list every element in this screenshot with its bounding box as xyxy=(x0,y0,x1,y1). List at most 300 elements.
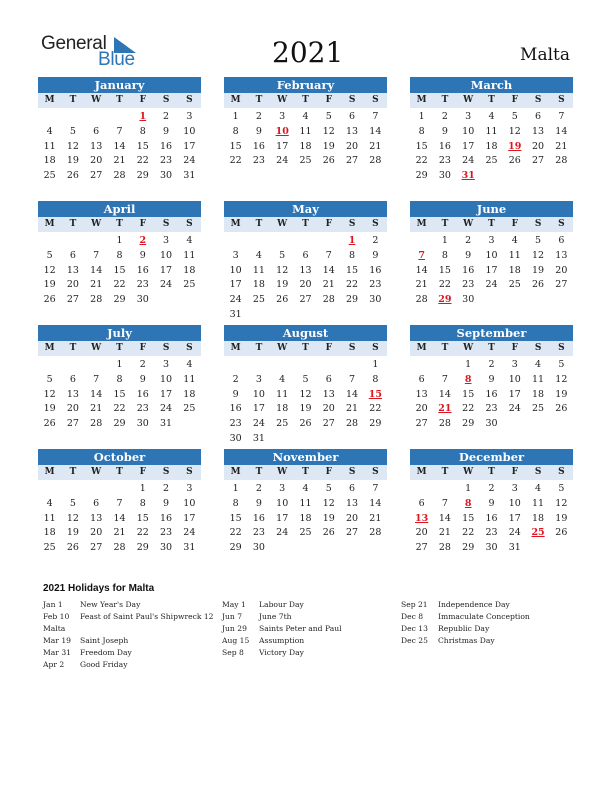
day-grid xyxy=(410,482,573,556)
day-cell: 31 xyxy=(229,308,242,320)
day-cell: 16 xyxy=(136,388,149,400)
holiday-name: Saint Joseph xyxy=(80,636,129,645)
day-cell: 10 xyxy=(462,125,475,137)
month-title: April xyxy=(38,201,201,217)
day-cell: 15 xyxy=(462,388,475,400)
month-april xyxy=(38,201,201,308)
day-cell: 4 xyxy=(46,497,53,509)
day-cell: 3 xyxy=(163,359,170,370)
day-grid xyxy=(38,482,201,556)
weekday-label: M xyxy=(416,219,427,229)
weekday-label: W xyxy=(463,467,474,477)
day-cell: 4 xyxy=(488,111,495,122)
empty-cell xyxy=(433,482,456,497)
day-cell: 9 xyxy=(488,497,495,509)
day-cell: 25 xyxy=(299,155,312,167)
day-cell: 4 xyxy=(255,249,262,261)
empty-cell xyxy=(433,358,456,373)
day-cell: 5 xyxy=(325,483,332,494)
day-cell: 8 xyxy=(441,249,448,261)
weekday-label: T xyxy=(488,467,495,477)
day-cell: 13 xyxy=(90,512,103,524)
day-cell: 11 xyxy=(183,373,196,385)
holiday-day-cell: 21 xyxy=(438,403,452,415)
day-cell: 10 xyxy=(229,264,242,276)
weekday-label: F xyxy=(511,467,518,477)
day-cell: 20 xyxy=(415,527,428,539)
weekday-label: T xyxy=(116,343,123,353)
day-cell: 22 xyxy=(438,279,451,291)
day-cell: 12 xyxy=(299,388,312,400)
holiday-date: Feb 10 xyxy=(43,612,70,621)
weekday-label: W xyxy=(463,219,474,229)
day-cell: 13 xyxy=(322,388,335,400)
day-cell: 17 xyxy=(508,388,521,400)
weekday-header-row xyxy=(224,341,387,356)
day-cell: 16 xyxy=(252,512,265,524)
weekday-label: M xyxy=(230,343,241,353)
weekday-label: T xyxy=(116,467,123,477)
day-cell: 25 xyxy=(43,542,56,554)
weekday-label: W xyxy=(91,219,102,229)
day-cell: 29 xyxy=(369,418,382,430)
empty-cell xyxy=(61,234,84,249)
holiday-name: June 7th xyxy=(259,612,292,621)
day-cell: 29 xyxy=(462,418,475,430)
day-cell: 28 xyxy=(90,418,103,430)
day-cell: 25 xyxy=(183,279,196,291)
weekday-label: S xyxy=(186,467,193,477)
holiday-day-cell: 8 xyxy=(464,497,472,509)
day-cell: 19 xyxy=(532,264,545,276)
month-november xyxy=(224,449,387,556)
day-cell: 5 xyxy=(558,359,565,370)
day-cell: 20 xyxy=(555,264,568,276)
weekday-label: M xyxy=(230,219,241,229)
day-cell: 21 xyxy=(90,279,103,291)
day-cell: 5 xyxy=(302,373,309,385)
day-grid xyxy=(410,234,573,308)
day-cell: 23 xyxy=(229,418,242,430)
weekday-label: S xyxy=(372,95,379,105)
day-cell: 6 xyxy=(93,125,100,137)
day-cell: 26 xyxy=(508,155,521,167)
day-cell: 26 xyxy=(66,170,79,182)
day-cell: 26 xyxy=(532,279,545,291)
day-cell: 30 xyxy=(252,542,265,554)
day-cell: 2 xyxy=(372,235,379,246)
holiday-date: Jun 29 xyxy=(222,624,247,633)
day-cell: 2 xyxy=(465,235,472,246)
day-cell: 12 xyxy=(322,497,335,509)
day-cell: 24 xyxy=(183,155,196,167)
day-cell: 16 xyxy=(485,512,498,524)
day-cell: 5 xyxy=(558,483,565,494)
day-cell: 4 xyxy=(302,483,309,494)
empty-cell xyxy=(410,482,433,497)
weekday-header-row xyxy=(224,217,387,232)
day-cell: 11 xyxy=(43,512,56,524)
day-cell: 28 xyxy=(322,294,335,306)
weekday-label: F xyxy=(325,219,332,229)
holiday-name: Saints Peter and Paul xyxy=(259,624,342,633)
day-cell: 16 xyxy=(369,264,382,276)
month-title: September xyxy=(410,325,573,341)
weekday-label: F xyxy=(139,467,146,477)
day-cell: 8 xyxy=(418,125,425,137)
day-cell: 22 xyxy=(369,403,382,415)
day-cell: 23 xyxy=(252,155,265,167)
day-cell: 18 xyxy=(252,279,265,291)
day-cell: 18 xyxy=(43,155,56,167)
holiday-column xyxy=(43,599,214,671)
weekday-label: S xyxy=(162,467,170,477)
day-cell: 13 xyxy=(346,125,359,137)
holiday-day-cell: 19 xyxy=(508,140,522,152)
day-cell: 26 xyxy=(322,527,335,539)
day-cell: 11 xyxy=(508,249,521,261)
day-cell: 23 xyxy=(485,403,498,415)
day-cell: 28 xyxy=(369,527,382,539)
weekday-label: T xyxy=(69,467,77,477)
day-cell: 3 xyxy=(465,111,472,122)
empty-cell xyxy=(61,482,84,497)
day-cell: 27 xyxy=(90,170,103,182)
day-cell: 27 xyxy=(299,294,312,306)
day-cell: 14 xyxy=(369,497,382,509)
holiday-entry xyxy=(43,611,214,623)
weekday-label: S xyxy=(348,467,356,477)
holiday-date: Dec 25 xyxy=(401,636,428,645)
day-cell: 6 xyxy=(418,373,425,385)
day-cell: 15 xyxy=(438,264,451,276)
month-february xyxy=(224,77,387,169)
holiday-entry xyxy=(43,659,214,671)
day-cell: 9 xyxy=(441,125,448,137)
weekday-label: S xyxy=(186,95,193,105)
day-cell: 26 xyxy=(66,542,79,554)
day-cell: 20 xyxy=(299,279,312,291)
day-cell: 16 xyxy=(252,140,265,152)
day-cell: 6 xyxy=(93,497,100,509)
day-cell: 16 xyxy=(136,264,149,276)
weekday-label: T xyxy=(69,343,77,353)
holiday-name: Good Friday xyxy=(80,660,128,669)
day-cell: 8 xyxy=(232,125,239,137)
day-cell: 24 xyxy=(276,527,289,539)
day-cell: 8 xyxy=(372,373,379,385)
empty-cell xyxy=(294,234,317,249)
country-title: Malta xyxy=(520,45,570,65)
day-cell: 22 xyxy=(415,155,428,167)
day-cell: 12 xyxy=(66,512,79,524)
day-grid xyxy=(38,234,201,308)
day-cell: 4 xyxy=(186,359,193,370)
day-cell: 29 xyxy=(229,542,242,554)
day-cell: 22 xyxy=(229,527,242,539)
day-cell: 5 xyxy=(69,125,76,137)
day-cell: 29 xyxy=(462,542,475,554)
logo-text-blue: Blue xyxy=(98,49,135,70)
holiday-date: Malta xyxy=(43,624,66,633)
day-cell: 1 xyxy=(139,483,146,494)
day-cell: 19 xyxy=(66,527,79,539)
day-grid xyxy=(38,358,201,432)
day-cell: 7 xyxy=(349,373,356,385)
day-cell: 22 xyxy=(136,527,149,539)
empty-cell xyxy=(271,358,294,373)
day-cell: 24 xyxy=(485,279,498,291)
day-cell: 24 xyxy=(508,527,521,539)
month-title: June xyxy=(410,201,573,217)
holiday-date: May 1 xyxy=(222,600,246,609)
day-cell: 11 xyxy=(299,497,312,509)
day-cell: 28 xyxy=(438,418,451,430)
day-cell: 12 xyxy=(66,140,79,152)
day-cell: 5 xyxy=(46,249,53,261)
day-cell: 21 xyxy=(415,279,428,291)
day-cell: 28 xyxy=(369,155,382,167)
day-cell: 3 xyxy=(279,111,286,122)
day-cell: 7 xyxy=(116,125,123,137)
weekday-label: W xyxy=(277,467,288,477)
day-cell: 6 xyxy=(349,483,356,494)
holiday-day-cell: 1 xyxy=(348,235,356,246)
day-cell: 26 xyxy=(555,527,568,539)
day-cell: 10 xyxy=(508,497,521,509)
day-cell: 5 xyxy=(535,235,542,246)
day-cell: 20 xyxy=(66,279,79,291)
holiday-date: Sep 8 xyxy=(222,648,244,657)
day-cell: 26 xyxy=(299,418,312,430)
month-december xyxy=(410,449,573,556)
day-cell: 6 xyxy=(535,111,542,122)
day-cell: 3 xyxy=(163,235,170,246)
holiday-name: New Year's Day xyxy=(80,600,141,609)
month-may xyxy=(224,201,387,323)
holidays-title: 2021 Holidays for Malta xyxy=(43,583,155,594)
day-cell: 16 xyxy=(160,512,173,524)
day-cell: 31 xyxy=(252,432,265,444)
weekday-label: W xyxy=(91,467,102,477)
day-cell: 26 xyxy=(43,294,56,306)
weekday-label: S xyxy=(186,219,193,229)
day-cell: 1 xyxy=(116,359,123,370)
weekday-label: W xyxy=(463,343,474,353)
day-cell: 30 xyxy=(160,170,173,182)
weekday-label: T xyxy=(302,219,309,229)
day-cell: 17 xyxy=(508,512,521,524)
holiday-entry xyxy=(401,599,530,611)
holiday-name: Christmas Day xyxy=(438,636,495,645)
weekday-header-row xyxy=(38,341,201,356)
day-cell: 28 xyxy=(113,170,126,182)
day-cell: 4 xyxy=(535,483,542,494)
day-cell: 15 xyxy=(462,512,475,524)
weekday-label: M xyxy=(416,467,427,477)
day-cell: 17 xyxy=(183,140,196,152)
day-cell: 21 xyxy=(346,403,359,415)
weekday-label: T xyxy=(255,95,263,105)
day-cell: 2 xyxy=(163,111,170,122)
weekday-header-row xyxy=(38,93,201,108)
day-cell: 11 xyxy=(532,497,545,509)
day-cell: 11 xyxy=(485,125,498,137)
day-cell: 13 xyxy=(415,388,428,400)
holiday-day-cell: 10 xyxy=(275,125,289,137)
weekday-label: S xyxy=(162,219,170,229)
holiday-day-cell: 31 xyxy=(461,170,475,182)
day-cell: 25 xyxy=(485,155,498,167)
day-cell: 3 xyxy=(186,111,193,122)
empty-cell xyxy=(108,110,131,125)
weekday-label: T xyxy=(441,219,449,229)
empty-cell xyxy=(85,358,108,373)
day-cell: 25 xyxy=(299,527,312,539)
day-cell: 21 xyxy=(369,140,382,152)
weekday-label: T xyxy=(441,467,449,477)
day-cell: 26 xyxy=(276,294,289,306)
day-cell: 14 xyxy=(415,264,428,276)
day-cell: 23 xyxy=(369,279,382,291)
day-cell: 24 xyxy=(229,294,242,306)
day-cell: 18 xyxy=(299,140,312,152)
day-cell: 17 xyxy=(229,279,242,291)
day-cell: 5 xyxy=(69,497,76,509)
day-cell: 4 xyxy=(535,359,542,370)
day-cell: 5 xyxy=(325,111,332,122)
weekday-label: T xyxy=(116,95,123,105)
month-title: January xyxy=(38,77,201,93)
weekday-label: S xyxy=(558,219,565,229)
day-grid xyxy=(224,110,387,169)
weekday-label: T xyxy=(69,219,77,229)
day-cell: 2 xyxy=(255,483,262,494)
day-cell: 24 xyxy=(160,279,173,291)
day-cell: 14 xyxy=(90,388,103,400)
month-title: March xyxy=(410,77,573,93)
day-cell: 11 xyxy=(252,264,265,276)
holiday-name: Freedom Day xyxy=(80,648,132,657)
day-cell: 9 xyxy=(139,373,146,385)
weekday-label: S xyxy=(534,95,542,105)
day-cell: 8 xyxy=(232,497,239,509)
day-cell: 23 xyxy=(252,527,265,539)
empty-cell xyxy=(224,234,247,249)
day-cell: 5 xyxy=(46,373,53,385)
day-cell: 2 xyxy=(163,483,170,494)
day-cell: 12 xyxy=(508,125,521,137)
weekday-label: F xyxy=(325,343,332,353)
day-cell: 14 xyxy=(438,512,451,524)
day-cell: 23 xyxy=(136,403,149,415)
day-cell: 15 xyxy=(415,140,428,152)
holiday-name: Assumption xyxy=(259,636,305,645)
day-cell: 9 xyxy=(139,249,146,261)
weekday-label: T xyxy=(302,95,309,105)
day-cell: 26 xyxy=(322,155,335,167)
day-cell: 2 xyxy=(232,373,239,385)
day-cell: 14 xyxy=(369,125,382,137)
day-cell: 10 xyxy=(160,373,173,385)
day-cell: 1 xyxy=(465,483,472,494)
day-cell: 15 xyxy=(113,264,126,276)
month-september xyxy=(410,325,573,432)
day-cell: 11 xyxy=(183,249,196,261)
holiday-date: Jun 7 xyxy=(222,612,243,621)
day-cell: 10 xyxy=(183,497,196,509)
holiday-day-cell: 8 xyxy=(464,373,472,385)
day-cell: 12 xyxy=(532,249,545,261)
weekday-label: F xyxy=(325,95,332,105)
day-cell: 6 xyxy=(349,111,356,122)
holiday-entry xyxy=(43,599,214,611)
empty-cell xyxy=(247,234,270,249)
empty-cell xyxy=(38,234,61,249)
month-title: August xyxy=(224,325,387,341)
day-cell: 6 xyxy=(325,373,332,385)
generalblue-logo xyxy=(41,33,141,73)
day-cell: 6 xyxy=(418,497,425,509)
weekday-label: F xyxy=(511,219,518,229)
day-cell: 14 xyxy=(555,125,568,137)
day-cell: 25 xyxy=(183,403,196,415)
weekday-label: T xyxy=(302,343,309,353)
day-cell: 18 xyxy=(183,388,196,400)
day-cell: 20 xyxy=(346,140,359,152)
day-cell: 28 xyxy=(90,294,103,306)
day-cell: 20 xyxy=(90,155,103,167)
weekday-label: S xyxy=(534,467,542,477)
day-cell: 17 xyxy=(485,264,498,276)
day-grid xyxy=(224,482,387,556)
day-cell: 29 xyxy=(136,542,149,554)
day-cell: 30 xyxy=(462,294,475,306)
weekday-label: T xyxy=(488,219,495,229)
day-cell: 20 xyxy=(532,140,545,152)
day-cell: 17 xyxy=(276,140,289,152)
day-cell: 17 xyxy=(276,512,289,524)
holiday-entry xyxy=(401,635,530,647)
weekday-label: W xyxy=(277,219,288,229)
day-cell: 24 xyxy=(508,403,521,415)
day-cell: 13 xyxy=(66,388,79,400)
holiday-date: Dec 8 xyxy=(401,612,424,621)
empty-cell xyxy=(61,110,84,125)
weekday-header-row xyxy=(224,93,387,108)
day-cell: 8 xyxy=(139,497,146,509)
day-cell: 22 xyxy=(462,527,475,539)
weekday-label: M xyxy=(416,343,427,353)
holiday-name: Republic Day xyxy=(438,624,490,633)
day-cell: 15 xyxy=(229,512,242,524)
holiday-entry xyxy=(222,647,342,659)
day-cell: 25 xyxy=(532,403,545,415)
month-march xyxy=(410,77,573,184)
empty-cell xyxy=(85,482,108,497)
holiday-day-cell: 2 xyxy=(139,235,147,246)
day-cell: 16 xyxy=(485,388,498,400)
day-cell: 16 xyxy=(160,140,173,152)
day-cell: 19 xyxy=(43,403,56,415)
day-cell: 27 xyxy=(346,527,359,539)
weekday-label: W xyxy=(91,343,102,353)
day-cell: 14 xyxy=(438,388,451,400)
day-cell: 17 xyxy=(183,512,196,524)
holiday-date: Sep 21 xyxy=(401,600,428,609)
day-cell: 28 xyxy=(113,542,126,554)
day-cell: 14 xyxy=(113,140,126,152)
